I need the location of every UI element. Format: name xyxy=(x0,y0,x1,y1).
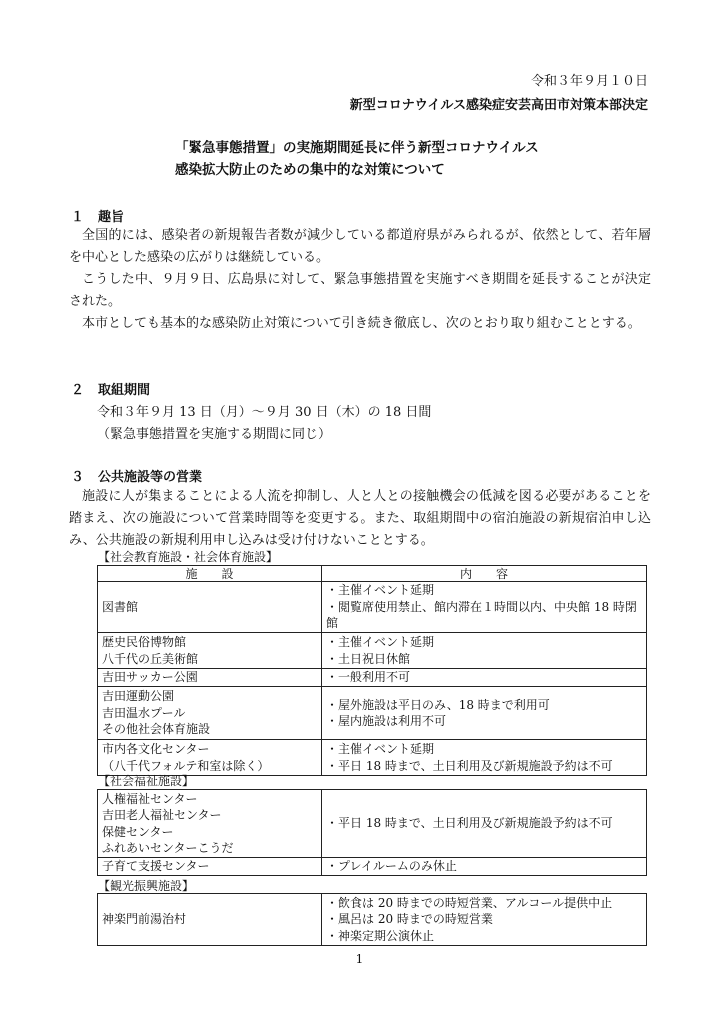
period-line: 令和３年９月 13 日（月）〜９月 30 日（木）の 18 日間 xyxy=(97,405,432,420)
facilities-table-tourism xyxy=(97,893,647,946)
content-text: ・平日 18 時まで、土日利用及び新規施設予約は不可 xyxy=(326,816,613,831)
section1-paragraph: 全国的には、感染者の新規報告者数が減少している都道府県がみられるが、依然として、若年層を中心とした感染の広がりは継続している。 xyxy=(69,228,651,265)
table-row xyxy=(98,669,647,687)
facility-cell xyxy=(98,894,322,946)
content-cell xyxy=(322,894,647,946)
table-row xyxy=(98,740,647,776)
section1-number: １ xyxy=(71,210,85,225)
facility-name: 吉田サッカー公園 xyxy=(102,670,198,685)
column-header-facility: 施 設 xyxy=(98,566,322,582)
table-row xyxy=(98,582,647,633)
facility-name: 歴史民俗博物館 八千代の丘美術館 xyxy=(102,635,199,666)
facility-cell xyxy=(98,858,322,876)
facilities-table-welfare xyxy=(97,789,647,876)
table-row xyxy=(98,633,647,669)
section2-number: ２ xyxy=(71,383,85,398)
category-label-social-education: 【社会教育施設・社会体育施設】 xyxy=(98,550,279,564)
facility-name: 市内各文化センター （八千代フォルテ和室は除く） xyxy=(102,742,270,773)
section1-body xyxy=(69,225,651,335)
table-row xyxy=(98,894,647,946)
content-cell xyxy=(322,858,647,876)
content-cell xyxy=(322,582,647,633)
section2-heading xyxy=(71,379,150,398)
content-cell xyxy=(322,740,647,776)
facility-cell xyxy=(98,582,322,633)
facilities-table-education xyxy=(97,565,647,776)
page-number: 1 xyxy=(355,952,364,966)
table-header-row xyxy=(98,566,647,582)
period-note: （緊急事態措置を実施する期間に同じ） xyxy=(97,427,332,442)
document-title-line1: 「緊急事態措置」の実施期間延長に伴う新型コロナウイルス xyxy=(175,140,539,156)
section3-paragraph: 施設に人が集まることによる人流を抑制し、人と人との接触機会の低減を図る必要があることを踏まえ、次の施設について営業時間等を変更する。また、取組期間中の宿泊施設の新規宿泊申し込み、公共施設の新規利用申し込みは受け付けないこととする。 xyxy=(69,489,651,548)
content-text: ・主催イベント延期 ・土日祝日休館 xyxy=(326,635,435,666)
facility-name: 吉田運動公園 吉田温水プール その他社会体育施設 xyxy=(102,689,211,737)
content-cell xyxy=(322,633,647,669)
content-cell xyxy=(322,669,647,687)
table-row xyxy=(98,858,647,876)
section1-heading xyxy=(71,206,124,225)
section1-paragraph: 本市としても基本的な感染防止対策について引き続き徹底し、次のとおり取り組むこととする。 xyxy=(82,316,641,331)
facility-name: 図書館 xyxy=(102,599,139,614)
section2-title: 取組期間 xyxy=(98,383,151,398)
content-text: ・一般利用不可 xyxy=(326,670,411,685)
content-text: ・飲食は 20 時までの時短営業、アルコール提供中止 ・風呂は 20 時までの時短営業 ・神楽定期公演休止 xyxy=(326,895,613,943)
section3-body xyxy=(69,486,651,552)
document-title-line2: 感染拡大防止のための集中的な対策について xyxy=(175,162,445,178)
content-text: ・屋外施設は平日のみ、18 時まで利用可 ・屋内施設は利用不可 xyxy=(326,697,550,728)
document-date: 令和３年９月１０日 xyxy=(530,74,648,89)
facility-cell xyxy=(98,633,322,669)
content-text: ・主催イベント延期 ・閲覧席使用禁止、館内滞在１時間以内、中央館 18 時閉館 xyxy=(326,583,637,631)
section3-number: ３ xyxy=(71,470,85,485)
content-cell xyxy=(322,790,647,858)
table-row xyxy=(98,687,647,740)
content-text: ・プレイルームのみ休止 xyxy=(326,859,457,874)
content-text: ・主催イベント延期 ・平日 18 時まで、土日利用及び新規施設予約は不可 xyxy=(326,742,613,773)
facility-name: 子育て支援センター xyxy=(102,859,210,874)
content-cell xyxy=(322,687,647,740)
section3-title: 公共施設等の営業 xyxy=(98,470,203,485)
table-row xyxy=(98,790,647,858)
category-label-tourism: 【観光振興施設】 xyxy=(98,879,195,893)
facility-name: 人権福祉センター 吉田老人福祉センター 保健センター ふれあいセンターこうだ xyxy=(102,791,234,855)
facility-cell xyxy=(98,790,322,858)
issuing-organization: 新型コロナウイルス感染症安芸高田市対策本部決定 xyxy=(349,98,648,113)
facility-cell xyxy=(98,669,322,687)
column-header-content: 内 容 xyxy=(322,566,647,582)
category-label-welfare: 【社会福祉施設】 xyxy=(98,774,195,788)
facility-name: 神楽門前湯治村 xyxy=(102,912,187,927)
facility-cell xyxy=(98,740,322,776)
section1-title: 趣旨 xyxy=(98,210,125,225)
section1-paragraph: こうした中、９月９日、広島県に対して、緊急事態措置を実施すべき期間を延長することが決定された。 xyxy=(69,272,651,309)
section3-heading xyxy=(71,466,202,485)
facility-cell xyxy=(98,687,322,740)
